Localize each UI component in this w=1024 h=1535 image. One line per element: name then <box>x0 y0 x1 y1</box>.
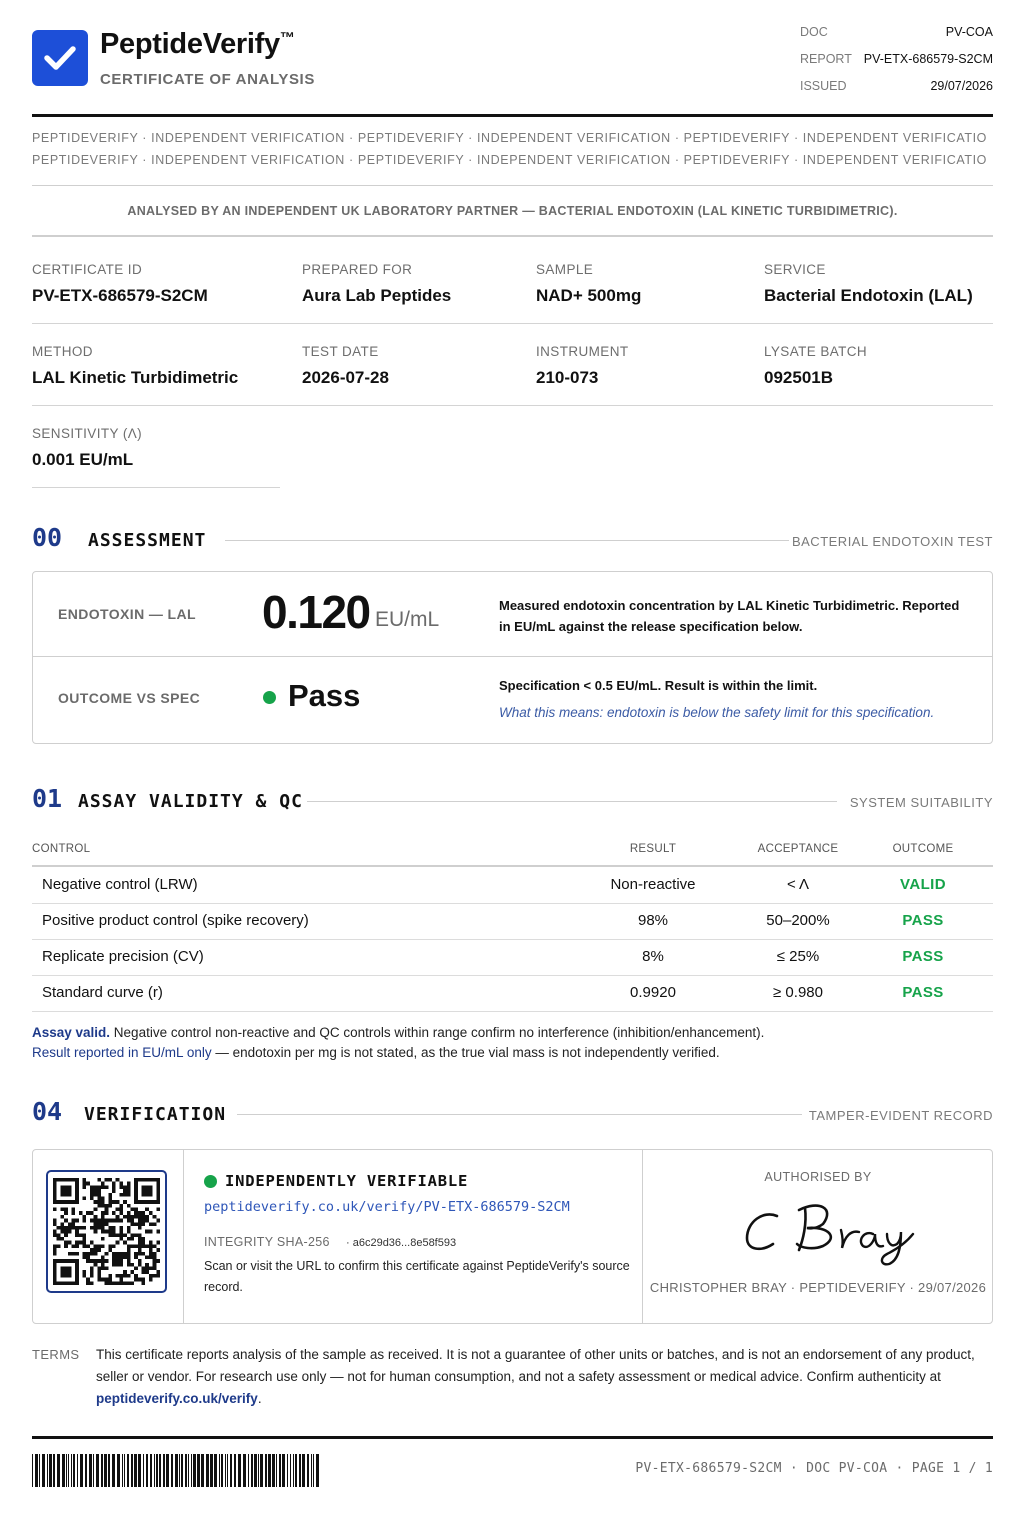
table-cell-acceptance: < Λ <box>786 876 810 893</box>
field-value-lysate-batch: 092501B <box>764 368 834 387</box>
section-number-verification: 04 <box>32 1097 63 1126</box>
section-subtitle-verification: TAMPER-EVIDENT RECORD <box>808 1108 993 1123</box>
meta-doc: DOC PV-COA <box>800 25 993 39</box>
field-label-instrument: INSTRUMENT <box>536 344 629 359</box>
section-subtitle-assessment: BACTERIAL ENDOTOXIN TEST <box>791 534 993 549</box>
watermark-band-line-2: PEPTIDEVERIFY · INDEPENDENT VERIFICATION · PEPTIDEVERIFY · INDEPENDENT VERIFICATION · PEPTIDEVERIFY · INDEPENDENT VERIFICATIO <box>32 153 987 167</box>
endotoxin-label: ENDOTOXIN — LAL <box>58 606 196 622</box>
section-rule <box>225 540 789 541</box>
table-cell-result: 98% <box>637 912 669 929</box>
endotoxin-description: Measured endotoxin concentration by LAL Kinetic Turbidimetric. Reported in EU/mL against the release specification below. <box>499 598 960 634</box>
field-label-lysate-batch: LYSATE BATCH <box>764 344 868 359</box>
handwritten-signature <box>643 1186 993 1266</box>
field-value-prepared-for: Aura Lab Peptides <box>302 286 452 305</box>
table-row-rule <box>32 939 993 940</box>
divider <box>32 323 993 324</box>
field-value-method: LAL Kinetic Turbidimetric <box>32 368 239 387</box>
terms-text: This certificate reports analysis of the sample as received. It is not a guarantee of other units or batches, and is not an endorsement of any product, seller or vendor. For research use only — not for human consumption, and not a safety assessment or medical advice. Confirm authenticity at peptideverify.co.uk/verify. <box>96 1347 975 1406</box>
table-cell-control: Negative control (LRW) <box>42 876 198 893</box>
endotoxin-value: 0.120 <box>262 586 370 638</box>
bottom-rule <box>32 1436 993 1439</box>
green-dot-icon <box>204 1175 217 1188</box>
barcode-icon <box>32 1454 322 1487</box>
authorised-by-label: AUTHORISED BY <box>764 1170 872 1184</box>
section-number-qc: 01 <box>32 784 63 813</box>
divider <box>32 235 993 237</box>
table-cell-outcome: PASS <box>902 984 944 1001</box>
table-cell-outcome: PASS <box>902 912 944 929</box>
assessment-divider <box>32 656 993 657</box>
table-cell-acceptance: ≥ 0.980 <box>773 984 823 1001</box>
verify-link[interactable]: peptideverify.co.uk/verify <box>96 1391 258 1406</box>
table-cell-control: Positive product control (spike recovery) <box>42 912 309 929</box>
table-cell-result: Non-reactive <box>610 876 696 893</box>
outcome-value: Pass <box>288 678 361 713</box>
field-value-instrument: 210-073 <box>536 368 599 387</box>
table-cell-control: Standard curve (r) <box>42 984 163 1001</box>
verification-url-link[interactable]: peptideverify.co.uk/verify/PV-ETX-686579-S2CM <box>204 1199 570 1215</box>
section-number-assessment: 00 <box>32 523 63 552</box>
field-label-service: SERVICE <box>764 262 826 277</box>
field-value-sensitivity: 0.001 EU/mL <box>32 450 134 469</box>
field-value-service: Bacterial Endotoxin (LAL) <box>764 286 973 305</box>
qc-note-validity: Assay valid. Negative control non-reactive and QC controls within range confirm no interference (inhibition/enhancement). <box>32 1025 765 1040</box>
section-rule <box>307 801 837 802</box>
divider <box>32 487 280 488</box>
outcome-label: OUTCOME VS SPEC <box>58 690 201 706</box>
meta-report: REPORT PV-ETX-686579-S2CM <box>800 52 993 66</box>
section-title-assessment: ASSESSMENT <box>88 530 207 551</box>
table-cell-outcome: VALID <box>900 876 946 893</box>
brand-name: PeptideVerify™ <box>100 28 295 60</box>
green-dot-icon <box>263 691 276 704</box>
terms-label: TERMS <box>32 1347 80 1362</box>
signer-details: CHRISTOPHER BRAY · PEPTIDEVERIFY · 29/07/2026 <box>649 1280 987 1295</box>
table-cell-acceptance: ≤ 25% <box>776 948 820 965</box>
integrity-hash: · a6c29d36...8e58f593 <box>346 1237 457 1249</box>
footer-reference: PV-ETX-686579-S2CM · DOC PV-COA · PAGE 1 / 1 <box>635 1461 993 1476</box>
table-cell-control: Replicate precision (CV) <box>42 948 204 965</box>
qc-note-units: Result reported in EU/mL only — endotoxin per mg is not stated, as the true vial mass is not independently verified. <box>32 1045 720 1060</box>
integrity-label: INTEGRITY SHA-256 <box>204 1235 330 1249</box>
table-header-acceptance: ACCEPTANCE <box>757 843 839 855</box>
field-label-prepared-for: PREPARED FOR <box>302 262 413 277</box>
field-value-certificate-id: PV-ETX-686579-S2CM <box>32 286 208 305</box>
logo-checkmark-icon <box>32 30 88 86</box>
table-row-rule <box>32 903 993 904</box>
top-rule <box>32 114 993 117</box>
document-subtitle: CERTIFICATE OF ANALYSIS <box>100 71 315 88</box>
analysed-note: ANALYSED BY AN INDEPENDENT UK LABORATORY PARTNER — BACTERIAL ENDOTOXIN (LAL KINETIC TURBIDIMETRIC). <box>127 204 898 218</box>
field-value-test-date: 2026-07-28 <box>302 368 389 387</box>
field-label-sample: SAMPLE <box>536 262 594 277</box>
section-rule <box>237 1114 802 1115</box>
table-cell-outcome: PASS <box>902 948 944 965</box>
table-header-control: CONTROL <box>32 843 91 855</box>
verification-divider <box>183 1149 184 1324</box>
table-cell-result: 8% <box>642 948 664 965</box>
field-label-certificate-id: CERTIFICATE ID <box>32 262 143 277</box>
table-header-rule <box>32 865 993 867</box>
table-header-result: RESULT <box>629 843 677 855</box>
field-label-method: METHOD <box>32 344 93 359</box>
field-value-sample: NAD+ 500mg <box>536 286 642 305</box>
divider <box>32 405 993 406</box>
outcome-meaning: What this means: endotoxin is below the safety limit for this specification. <box>499 705 935 720</box>
qr-code-icon[interactable] <box>46 1170 167 1293</box>
table-cell-acceptance: 50–200% <box>766 912 830 929</box>
verification-status: INDEPENDENTLY VERIFIABLE <box>225 1172 469 1190</box>
table-header-outcome: OUTCOME <box>892 843 954 855</box>
meta-issued: ISSUED 29/07/2026 <box>800 79 993 93</box>
table-row-rule <box>32 1011 993 1012</box>
field-label-sensitivity: SENSITIVITY (Λ) <box>32 426 143 441</box>
endotoxin-unit: EU/mL <box>375 608 440 631</box>
section-subtitle-qc: SYSTEM SUITABILITY <box>849 795 993 810</box>
table-row-rule <box>32 975 993 976</box>
watermark-band-line-1: PEPTIDEVERIFY · INDEPENDENT VERIFICATION · PEPTIDEVERIFY · INDEPENDENT VERIFICATION · PEPTIDEVERIFY · INDEPENDENT VERIFICATIO <box>32 131 987 145</box>
section-title-qc: ASSAY VALIDITY & QC <box>78 791 303 812</box>
section-title-verification: VERIFICATION <box>84 1104 227 1125</box>
verification-note: Scan or visit the URL to confirm this certificate against PeptideVerify's source record. <box>204 1259 630 1294</box>
outcome-description: Specification < 0.5 EU/mL. Result is within the limit. <box>499 678 818 693</box>
table-cell-result: 0.9920 <box>630 984 676 1001</box>
field-label-test-date: TEST DATE <box>302 344 379 359</box>
band-divider <box>32 185 993 186</box>
